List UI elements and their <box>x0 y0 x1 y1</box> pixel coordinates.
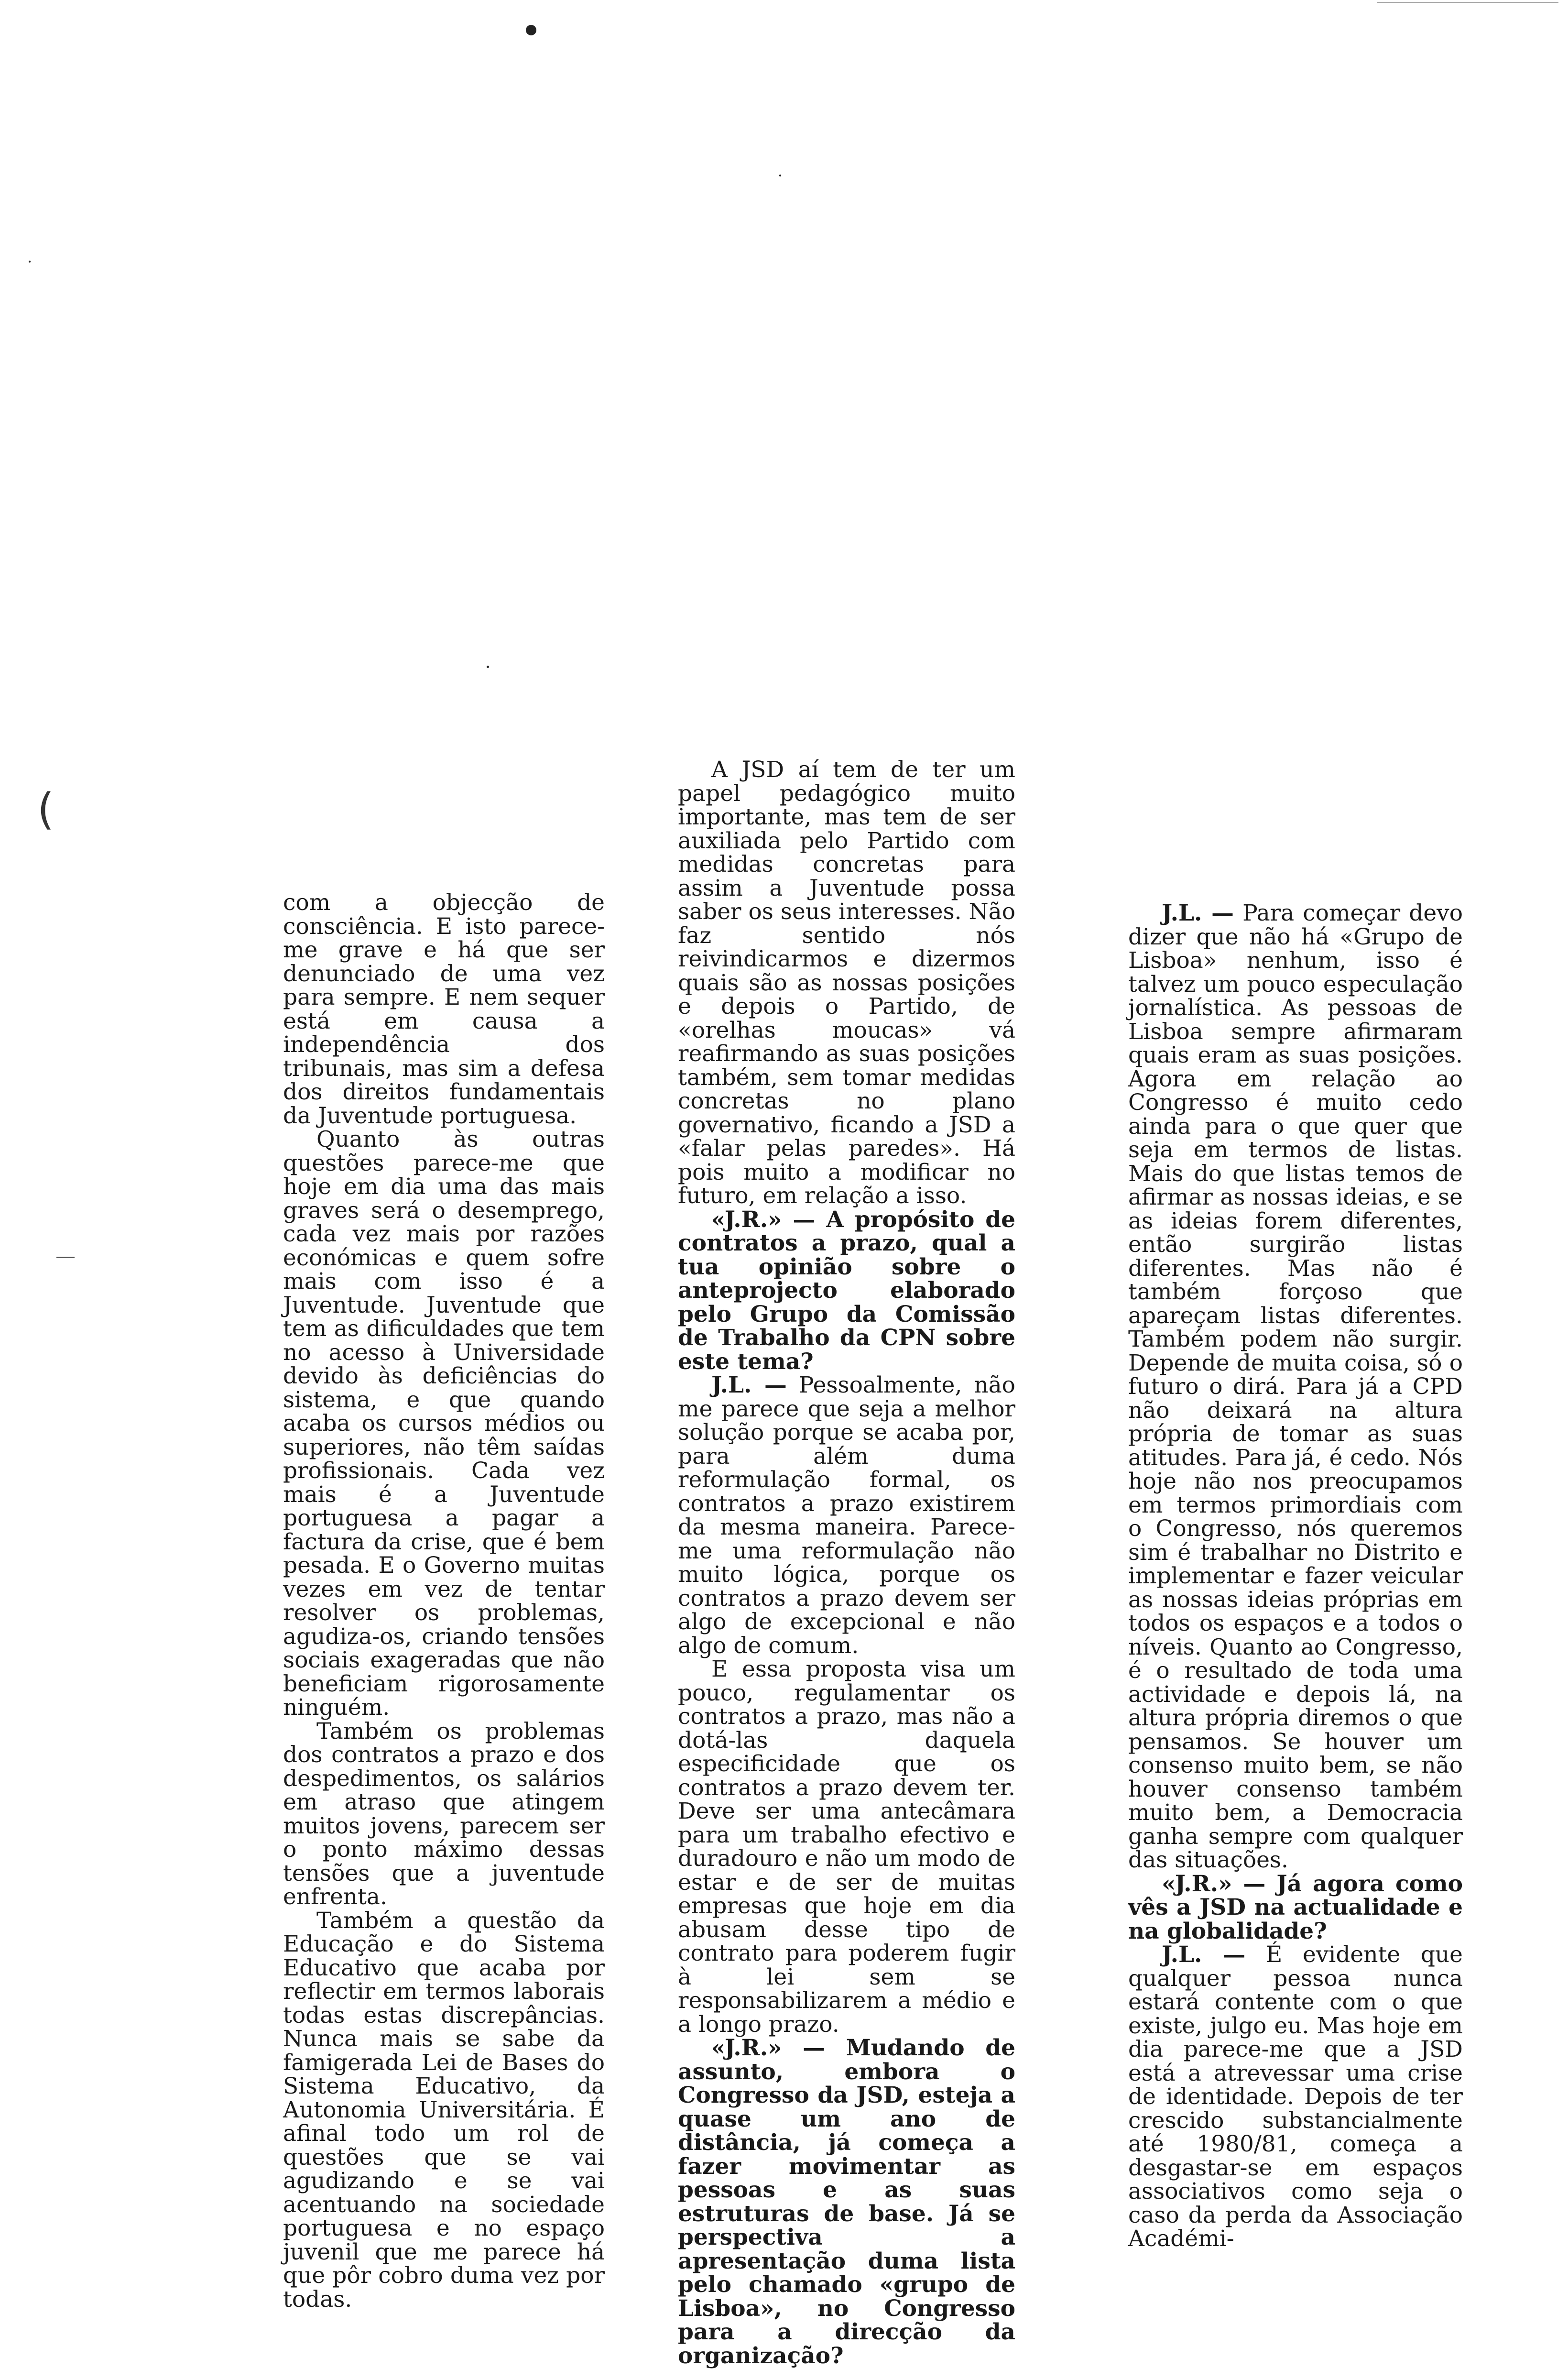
answer-text: É evidente que qualquer pessoa nunca estará contente com o que existe, julgo eu. Mas hoje em dia parece-me que a JSD está a atrevessar uma crise de identidade. Depois de ter crescido substancialmente até 1980/81, começa a desgastar-se em espaços associativos como seja o caso da perda da Associação Académi- <box>1128 1941 1463 2252</box>
column-1 <box>283 891 605 2311</box>
interview-question <box>678 1208 1015 1374</box>
question-label: «J.R.» — <box>1162 1870 1266 1897</box>
interview-answer <box>1128 1943 1463 2251</box>
column-3 <box>1128 901 1463 2251</box>
answer-text: Pessoalmente, não me parece que seja a melhor solução porque se acaba por, para além duma reformulação formal, os contratos a prazo existirem da mesma maneira. Parece-me uma reformulação não muito lógica, porque os contratos a prazo devem ser algo de excepcional e não algo de comum. <box>678 1372 1015 1659</box>
question-label: «J.R.» — <box>711 2035 826 2061</box>
interview-question <box>1128 1872 1463 1943</box>
scan-dot <box>526 25 536 35</box>
answer-label: J.L. — <box>1162 900 1234 926</box>
scan-speck <box>779 175 781 176</box>
answer-label: J.L. — <box>1162 1941 1246 1968</box>
interview-question <box>678 2036 1015 2368</box>
margin-dash-mark <box>56 1257 75 1258</box>
interview-answer <box>1128 901 1463 1872</box>
column-1-paragraph: Também os problemas dos contratos a prazo e dos despedimentos, os salários em atraso que atingem muitos jovens, parecem ser o ponto máximo dessas tensões que a juventude enfrenta. <box>283 1718 605 1910</box>
answer-label: J.L. — <box>711 1372 787 1398</box>
question-text: A propósito de contratos a prazo, qual a tua opinião sobre o anteprojecto elaborado pelo Grupo da Comissão de Trabalho da CPN sobre este tema? <box>678 1206 1015 1375</box>
column-2 <box>678 758 1015 2368</box>
scan-speck <box>487 666 489 668</box>
margin-bracket-mark: ( <box>37 784 54 834</box>
column-1-paragraph: Quanto às outras questões parece-me que hoje em dia uma das mais graves será o desemprego, cada vez mais por razões económicas e quem sofre mais com isso é a Juventude. Juventude que tem as dificuldades que tem no acesso à Universidade devido às deficiências do sistema, e que quando acaba os cursos médios ou superiores, não têm saídas profissionais. Cada vez mais é a Juventude portuguesa a pagar a factura da crise, que é bem pesada. E o Governo muitas vezes em vez de tentar resolver os problemas, agudiza-os, criando tensões sociais exageradas que não beneficiam rigorosamente ninguém. <box>283 1126 605 1721</box>
question-text: Já agora como vês a JSD na actualidade e na globalidade? <box>1128 1870 1463 1944</box>
question-text: Mudando de assunto, embora o Congresso da JSD, esteja a quase um ano de distância, já começa a fazer movimentar as pessoas e as suas estruturas de base. Já se perspectiva a apresentação duma lista pelo chamado «grupo de Lisboa», no Congresso para a direcção da organização? <box>678 2035 1015 2369</box>
interview-answer <box>678 1373 1015 1657</box>
answer-text: Para começar devo dizer que não há «Grupo de Lisboa» nenhum, isso é talvez um pouco especulação jornalística. As pessoas de Lisboa sempre afirmaram quais eram as suas posições. Agora em relação ao Congresso é muito cedo ainda para o que quer que seja em termos de listas. Mais do que listas temos de afirmar as nossas ideias, e se as ideias forem diferentes, então surgirão listas diferentes. Mas não é também forçoso que apareçam listas diferentes. Também podem não surgir. Depende de muita coisa, só o futuro o dirá. Para já a CPD não deixará na altura própria de tomar as suas atitudes. Para já, é cedo. Nós hoje não nos preocupamos em termos primordiais com o Congresso, nós queremos sim é trabalhar no Distrito e implementar e fazer veicular as nossas ideias próprias em todos os espaços e a todos o níveis. Quanto ao Congresso, é o resultado de toda uma actividade e depois lá, na altura própria diremos o que pensamos. Se houver um consenso muito bem, se não houver consenso também muito bem, a Democracia ganha sempre com qualquer das situações. <box>1128 900 1463 1873</box>
column-1-paragraph: Também a questão da Educação e do Sistema Educativo que acaba por reflectir em termos laborais todas estas discrepâncias. Nunca mais se sabe da famigerada Lei de Bases do Sistema Educativo, da Autonomia Universitária. É afinal todo um rol de questões que se vai agudizando e se vai acentuando na sociedade portuguesa e no espaço juvenil que me parece há que pôr cobro duma vez por todas. <box>283 1907 605 2313</box>
column-2-paragraph: E essa proposta visa um pouco, regulamentar os contratos a prazo, mas não a dotá-las daquela especificidade que os contratos a prazo devem ter. Deve ser uma antecâmara para um trabalho efectivo e duradouro e não um modo de estar e de ser de muitas empresas que hoje em dia abusam desse tipo de contrato para poderem fugir à lei sem se responsabilizarem a médio e a longo prazo. <box>678 1656 1015 2038</box>
scan-mark-top-right <box>1377 2 1558 3</box>
column-1-paragraph: com a objecção de consciência. E isto parece-me grave e há que ser denunciado de uma vez para sempre. E nem sequer está em causa a independência dos tribunais, mas sim a defesa dos direitos fundamentais da Juventude portuguesa. <box>283 889 605 1129</box>
column-2-paragraph: A JSD aí tem de ter um papel pedagógico muito importante, mas tem de ser auxiliada pelo Partido com medidas concretas para assim a Juventude possa saber os seus interesses. Não faz sentido nós reivindicarmos e dizermos quais são as nossas posições e depois o Partido, de «orelhas moucas» vá reafirmando as suas posições também, sem tomar medidas concretas no plano governativo, ficando a JSD a «falar pelas paredes». Há pois muito a modificar no futuro, em relação a isso. <box>678 757 1015 1209</box>
question-label: «J.R.» — <box>711 1206 816 1233</box>
scan-speck <box>29 261 31 263</box>
